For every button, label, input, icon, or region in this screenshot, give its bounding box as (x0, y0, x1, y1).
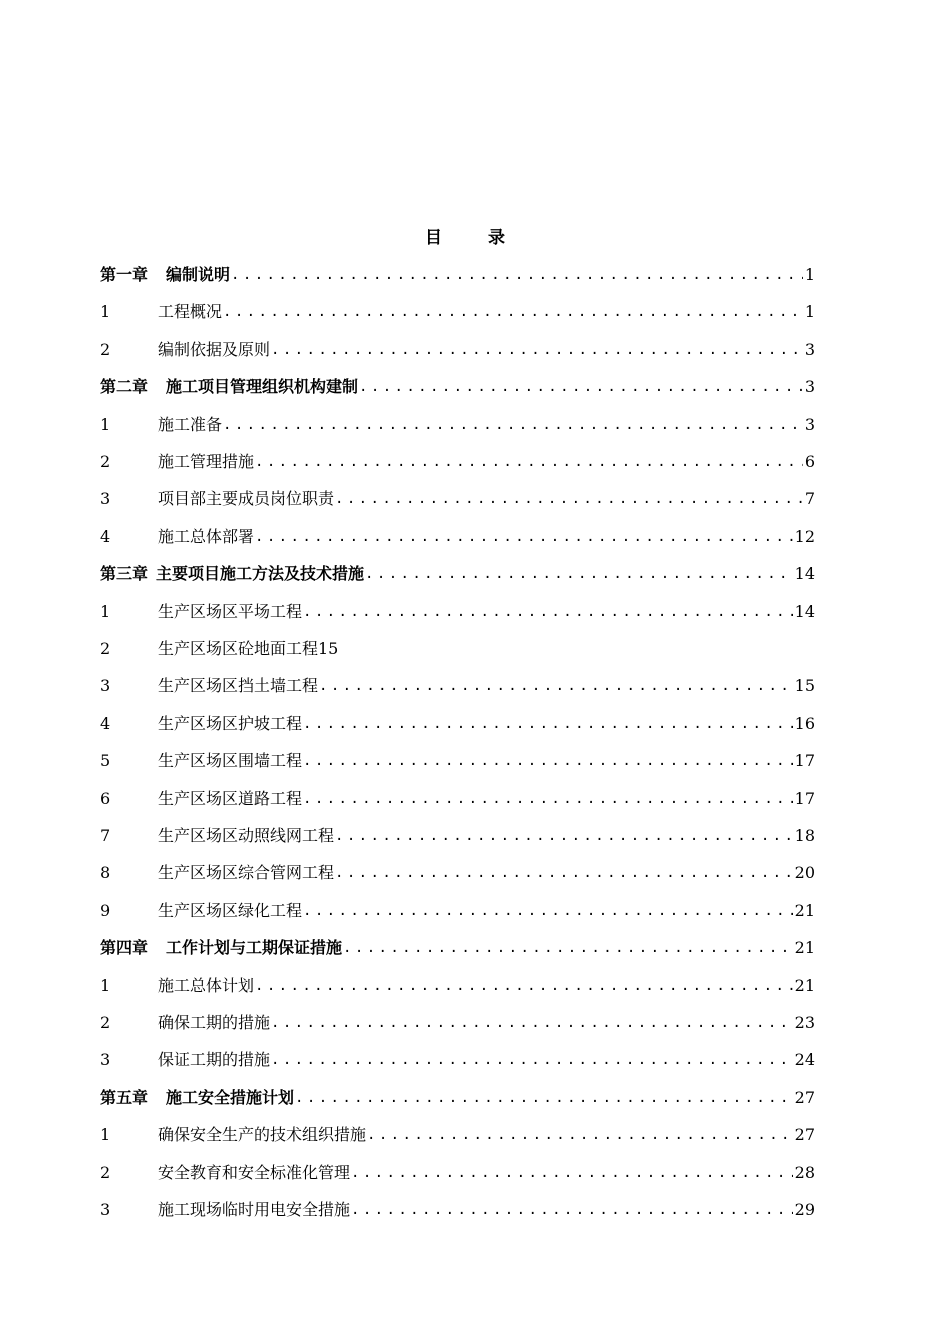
toc-entry-title: 施工项目管理组织机构建制 (166, 377, 359, 396)
toc-page-number: 15 (794, 676, 815, 695)
toc-entry-title: 生产区场区综合管网工程 (158, 863, 335, 882)
toc-dot-leader (303, 599, 793, 625)
toc-entry-title: 保证工期的措施 (158, 1050, 271, 1069)
toc-dot-leader (335, 860, 793, 886)
toc-page-number: 28 (794, 1163, 815, 1182)
toc-page-number: 16 (794, 714, 815, 733)
toc-dot-leader (255, 973, 793, 999)
toc-page-number: 21 (794, 938, 815, 957)
toc-entry-number: 2 (100, 452, 111, 471)
toc-section-entry (100, 673, 815, 699)
toc-entry-title: 生产区场区围墙工程 (158, 751, 303, 770)
toc-dot-leader (351, 1197, 793, 1223)
toc-page-number: 18 (794, 826, 815, 845)
toc-entry-number: 3 (100, 1200, 111, 1219)
toc-dot-leader (351, 1160, 793, 1186)
toc-entry-title: 施工准备 (158, 415, 223, 434)
toc-section-entry (100, 299, 815, 325)
toc-section-entry (100, 337, 815, 363)
toc-page-number: 29 (794, 1200, 815, 1219)
toc-dot-leader (335, 486, 803, 512)
toc-entry-title: 生产区场区道路工程 (158, 789, 303, 808)
toc-entry-number: 2 (100, 1013, 111, 1032)
toc-entry-number: 4 (100, 714, 111, 733)
toc-dot-leader (255, 449, 803, 475)
toc-dot-leader (303, 786, 793, 812)
toc-dot-leader (367, 1122, 793, 1148)
toc-entry-number: 9 (100, 901, 111, 920)
toc-dot-leader (271, 1010, 793, 1036)
toc-dot-leader (223, 412, 803, 438)
toc-entry-number: 3 (100, 489, 111, 508)
toc-dot-leader (231, 262, 803, 288)
toc-entry-title: 施工总体部署 (158, 527, 255, 546)
toc-dot-leader (271, 337, 803, 363)
toc-entry-number: 第一章 (100, 265, 149, 284)
toc-entry-title: 确保工期的措施 (158, 1013, 271, 1032)
toc-dot-leader (303, 748, 793, 774)
toc-page-number: 3 (804, 415, 815, 434)
toc-entry-number: 2 (100, 1163, 111, 1182)
toc-section-entry (100, 412, 815, 438)
toc-section-entry (100, 1197, 815, 1223)
toc-dot-leader (359, 374, 803, 400)
toc-entry-number: 1 (100, 415, 111, 434)
toc-entry-title: 施工安全措施计划 (166, 1088, 295, 1107)
toc-entry-number: 2 (100, 340, 111, 359)
toc-dot-leader (223, 299, 803, 325)
toc-page-number: 17 (794, 789, 815, 808)
toc-entry-title: 施工管理措施 (158, 452, 255, 471)
toc-entry-number: 3 (100, 676, 111, 695)
toc-dot-leader (303, 898, 793, 924)
toc-entry-number: 1 (100, 302, 111, 321)
toc-entry-title: 确保安全生产的技术组织措施 (158, 1125, 367, 1144)
toc-page-number: 21 (794, 976, 815, 995)
toc-chapter-entry (100, 374, 815, 400)
toc-chapter-entry (100, 561, 815, 587)
toc-entry-title: 安全教育和安全标准化管理 (158, 1163, 351, 1182)
toc-entry-title: 工作计划与工期保证措施 (166, 938, 343, 957)
toc-entry-title: 施工现场临时用电安全措施 (158, 1200, 351, 1219)
toc-dot-leader (295, 1085, 793, 1111)
toc-page-number: 17 (794, 751, 815, 770)
toc-chapter-entry (100, 935, 815, 961)
toc-entry-title: 生产区场区平场工程 (158, 602, 303, 621)
toc-dot-leader (343, 935, 793, 961)
toc-entry-title: 生产区场区砼地面工程15 (158, 639, 339, 658)
toc-entry-title: 工程概况 (158, 302, 223, 321)
toc-page-number: 3 (804, 377, 815, 396)
toc-page-number: 23 (794, 1013, 815, 1032)
toc-entry-title: 生产区场区动照线网工程 (158, 826, 335, 845)
toc-section-entry (100, 486, 815, 512)
toc-entry-title: 编制说明 (166, 265, 231, 284)
toc-entry-number: 2 (100, 639, 111, 658)
toc-entry-number: 6 (100, 789, 111, 808)
toc-dot-leader (335, 823, 793, 849)
toc-page-number: 20 (794, 863, 815, 882)
toc-entry-number: 第四章 (100, 938, 149, 957)
toc-entry-title: 生产区场区护坡工程 (158, 714, 303, 733)
toc-entry-number: 第三章 (100, 564, 149, 583)
toc-section-entry (100, 860, 815, 886)
toc-section-entry (100, 599, 815, 625)
toc-entry-number: 第二章 (100, 377, 149, 396)
toc-page-number: 3 (804, 340, 815, 359)
toc-entry-title: 主要项目施工方法及技术措施 (156, 564, 365, 583)
toc-page-number: 12 (794, 527, 815, 546)
toc-section-entry (100, 1160, 815, 1186)
toc-entry-title: 编制依据及原则 (158, 340, 271, 359)
toc-section-entry (100, 636, 815, 662)
toc-entry-number: 1 (100, 976, 111, 995)
toc-entry-number: 3 (100, 1050, 111, 1069)
toc-page-number: 1 (804, 302, 815, 321)
toc-entry-number: 8 (100, 863, 111, 882)
toc-title: 目 录 (425, 228, 525, 248)
toc-page-number: 6 (804, 452, 815, 471)
toc-entry-number: 1 (100, 602, 111, 621)
toc-entry-title: 生产区场区挡土墙工程 (158, 676, 319, 695)
toc-chapter-entry (100, 262, 815, 288)
toc-entry-title: 项目部主要成员岗位职责 (158, 489, 335, 508)
toc-section-entry (100, 1047, 815, 1073)
toc-dot-leader (319, 673, 793, 699)
toc-page-number: 14 (794, 602, 815, 621)
toc-page-number: 14 (794, 564, 815, 583)
toc-page-number: 24 (794, 1050, 815, 1069)
toc-page-number: 1 (804, 265, 815, 284)
toc-dot-leader (255, 524, 793, 550)
toc-entry-number: 5 (100, 751, 111, 770)
toc-section-entry (100, 786, 815, 812)
toc-entry-title: 生产区场区绿化工程 (158, 901, 303, 920)
toc-entry-number: 4 (100, 527, 111, 546)
toc-section-entry (100, 823, 815, 849)
toc-dot-leader (271, 1047, 793, 1073)
toc-dot-leader (303, 711, 793, 737)
toc-dot-leader (365, 561, 793, 587)
toc-page-number: 21 (794, 901, 815, 920)
toc-section-entry (100, 973, 815, 999)
toc-entry-number: 7 (100, 826, 111, 845)
toc-entry-number: 第五章 (100, 1088, 149, 1107)
toc-section-entry (100, 711, 815, 737)
toc-chapter-entry (100, 1085, 815, 1111)
toc-page-number: 27 (794, 1125, 815, 1144)
toc-entry-number: 1 (100, 1125, 111, 1144)
toc-section-entry (100, 1010, 815, 1036)
toc-section-entry (100, 748, 815, 774)
toc-section-entry (100, 449, 815, 475)
toc-section-entry (100, 1122, 815, 1148)
toc-page-number: 27 (794, 1088, 815, 1107)
toc-entry-title: 施工总体计划 (158, 976, 255, 995)
toc-section-entry (100, 898, 815, 924)
toc-page-number: 7 (804, 489, 815, 508)
toc-section-entry (100, 524, 815, 550)
